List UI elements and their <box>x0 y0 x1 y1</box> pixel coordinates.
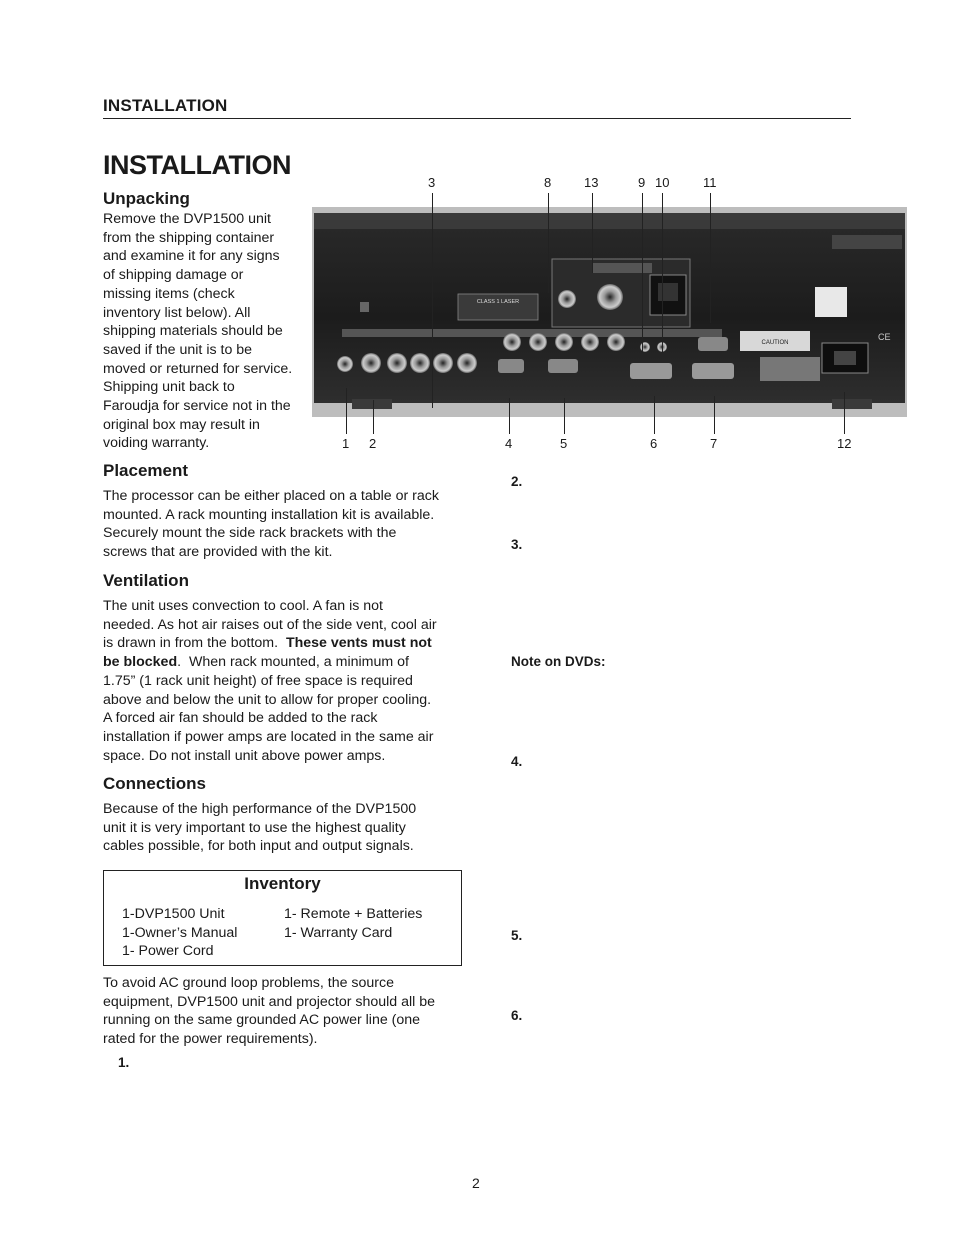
inventory-left-column <box>122 905 237 961</box>
text-line: To avoid AC ground loop problems, the source <box>103 975 395 991</box>
placement-heading: Placement <box>103 461 189 480</box>
text-line: shipping materials should be <box>103 323 283 340</box>
inventory-item: 1-Owner’s Manual <box>122 924 238 941</box>
ground-loop-paragraph <box>103 974 465 1049</box>
text-line: and examine it for any signs <box>103 248 280 265</box>
leader-line-5 <box>564 398 565 434</box>
page-number: 2 <box>472 1175 480 1191</box>
unpacking-body <box>103 210 308 453</box>
leader-line-2 <box>373 400 374 434</box>
leader-line-4 <box>509 398 510 434</box>
leader-line-12 <box>844 392 845 434</box>
callout-8: 8 <box>544 175 552 190</box>
text-line: moved or returned for service. <box>103 360 293 377</box>
step-1-number: 1. <box>118 1055 130 1070</box>
text-line: space. Do not install unit above power amps. <box>103 747 386 764</box>
inventory-title: Inventory <box>244 874 321 893</box>
callout-1: 1 <box>342 436 350 451</box>
callout-2: 2 <box>369 436 377 451</box>
callout-10: 10 <box>655 175 670 190</box>
text-line: Securely mount the side rack brackets with the <box>103 525 397 542</box>
text-line: running on the same grounded AC power line (one <box>103 1012 421 1029</box>
text-line: screws that are provided with the kit. <box>103 544 333 561</box>
text-run: is drawn in from the bottom. <box>103 635 286 652</box>
placement-body <box>103 487 465 562</box>
text-line: 1.75” (1 rack unit height) of free space is required <box>103 672 413 689</box>
ce-mark: CE <box>878 332 891 342</box>
inventory-item: 1- Power Cord <box>122 943 214 960</box>
header-rule <box>103 118 851 119</box>
callout-3: 3 <box>428 175 436 190</box>
step-5-number: 5. <box>511 928 523 943</box>
inventory-item: 1-DVP1500 Unit <box>122 906 225 922</box>
inventory-item: 1- Warranty Card <box>284 924 393 941</box>
text-line: mounted. A rack mounting installation kit is available. <box>103 506 435 523</box>
text-line: saved if the unit is to be <box>103 341 253 358</box>
callout-4: 4 <box>505 436 513 451</box>
text-line: equipment, DVP1500 unit and projector should all be <box>103 993 436 1010</box>
inventory-box <box>103 870 462 966</box>
text-line: Shipping unit back to <box>103 379 235 396</box>
warning-text: These vents must not <box>285 635 432 652</box>
placement-section <box>103 461 465 562</box>
step-2-number: 2. <box>511 474 523 489</box>
callout-12: 12 <box>837 436 852 451</box>
callout-6: 6 <box>650 436 658 451</box>
text-line: Faroudja for service not in the <box>103 398 291 415</box>
ventilation-body <box>103 597 465 765</box>
text-line: The unit uses convection to cool. A fan is not <box>103 598 383 614</box>
text-line: rated for the power requirements). <box>103 1031 318 1048</box>
text-line: of shipping damage or <box>103 267 244 284</box>
text-line: A forced air fan should be added to the rack <box>103 710 378 727</box>
text-line: from the shipping container <box>103 229 275 246</box>
leader-line-13 <box>592 193 593 273</box>
unpacking-section <box>103 189 308 453</box>
text-line: unit it is very important to use the highest quality <box>103 819 406 836</box>
page-title: INSTALLATION <box>103 150 291 180</box>
text-line <box>103 634 465 653</box>
warning-text: be blocked <box>103 654 178 671</box>
rear-panel-photo <box>312 207 907 417</box>
leader-line-10 <box>662 193 663 353</box>
text-line: original box may result in <box>103 416 260 433</box>
leader-line-7 <box>714 396 715 434</box>
callout-7: 7 <box>710 436 718 451</box>
connections-body <box>103 800 465 856</box>
callout-13: 13 <box>584 175 599 190</box>
text-line: Remove the DVP1500 unit <box>103 211 271 227</box>
step-4-number: 4. <box>511 754 523 769</box>
laser-plate-label: CLASS 1 LASER <box>476 299 520 305</box>
unpacking-heading: Unpacking <box>103 189 190 208</box>
callout-11: 11 <box>703 175 717 190</box>
text-line: The processor can be either placed on a table or rack <box>103 488 439 504</box>
callout-5: 5 <box>560 436 568 451</box>
ventilation-heading: Ventilation <box>103 571 189 590</box>
leader-line-9 <box>642 193 643 353</box>
inventory-item: 1- Remote + Batteries <box>284 906 423 922</box>
text-run: . When rack mounted, a minimum of <box>177 654 409 671</box>
leader-line-6 <box>654 396 655 434</box>
text-line: missing items (check <box>103 285 235 302</box>
connections-heading: Connections <box>103 774 206 793</box>
text-line: voiding warranty. <box>103 435 210 452</box>
note-on-dvds-label: Note on DVDs: <box>511 654 606 669</box>
text-line <box>103 653 465 672</box>
inventory-right-column <box>284 905 422 942</box>
leader-line-11 <box>710 193 711 323</box>
running-header: INSTALLATION <box>103 96 228 115</box>
text-line: installation if power amps are located in the same air <box>103 728 434 745</box>
callout-9: 9 <box>638 175 646 190</box>
text-line: Because of the high performance of the DVP1500 <box>103 801 417 817</box>
connections-section <box>103 774 465 856</box>
step-3-number: 3. <box>511 537 523 552</box>
text-line: cables possible, for both input and output signals. <box>103 838 414 855</box>
text-line: above and below the unit to allow for proper cooling. <box>103 691 432 708</box>
text-line: needed. As hot air raises out of the side vent, cool air <box>103 616 437 633</box>
caution-label: CAUTION <box>761 340 789 346</box>
leader-line-3 <box>432 193 433 408</box>
leader-line-8 <box>548 193 549 293</box>
step-6-number: 6. <box>511 1008 523 1023</box>
leader-line-1 <box>346 388 347 434</box>
text-line: inventory list below). All <box>103 304 251 321</box>
ventilation-section <box>103 571 465 765</box>
